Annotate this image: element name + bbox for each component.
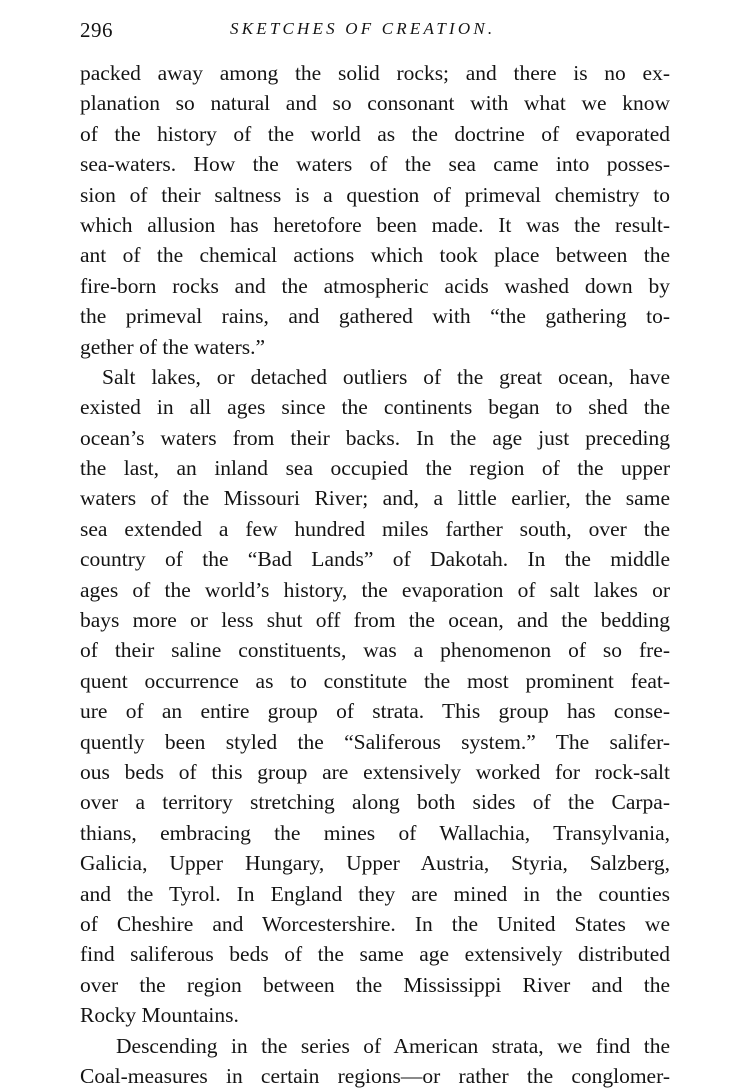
text-line: existed in all ages since the continents began to shed the (80, 392, 670, 422)
text-line: ous beds of this group are extensively worked for rock-salt (80, 757, 670, 787)
text-line: ure of an entire group of strata. This group has conse- (80, 696, 670, 726)
text-line: quent occurrence as to constitute the most prominent feat- (80, 666, 670, 696)
page-number: 296 (80, 18, 113, 43)
text-line: gether of the waters.” (80, 332, 670, 362)
text-line: the last, an inland sea occupied the region of the upper (80, 453, 670, 483)
running-head (80, 14, 670, 44)
text-line: Rocky Mountains. (80, 1000, 670, 1030)
text-line: sea extended a few hundred miles farther south, over the (80, 514, 670, 544)
text-line: Galicia, Upper Hungary, Upper Austria, Styria, Salzberg, (80, 848, 670, 878)
text-line: the primeval rains, and gathered with “the gathering to- (80, 301, 670, 331)
text-line: find saliferous beds of the same age extensively distributed (80, 939, 670, 969)
text-line: of the history of the world as the doctrine of evaporated (80, 119, 670, 149)
body-text (80, 58, 670, 1091)
text-line: of Cheshire and Worcestershire. In the United States we (80, 909, 670, 939)
paragraph-3 (80, 1031, 670, 1091)
running-title: SKETCHES OF CREATION. (230, 19, 495, 39)
text-line: packed away among the solid rocks; and there is no ex- (80, 58, 670, 88)
text-line: Coal-measures in certain regions—or rather the conglomer- (80, 1061, 670, 1091)
text-line: thians, embracing the mines of Wallachia, Transylvania, (80, 818, 670, 848)
paragraph-1 (80, 58, 670, 362)
text-line: fire-born rocks and the atmospheric acids washed down by (80, 271, 670, 301)
text-line: which allusion has heretofore been made. It was the result- (80, 210, 670, 240)
text-line: bays more or less shut off from the ocean, and the bedding (80, 605, 670, 635)
text-line: sion of their saltness is a question of primeval chemistry to (80, 180, 670, 210)
text-line: and the Tyrol. In England they are mined in the counties (80, 879, 670, 909)
text-line: over the region between the Mississippi River and the (80, 970, 670, 1000)
text-line: of their saline constituents, was a phenomenon of so fre- (80, 635, 670, 665)
text-line: ant of the chemical actions which took place between the (80, 240, 670, 270)
text-line: ages of the world’s history, the evaporation of salt lakes or (80, 575, 670, 605)
text-line: over a territory stretching along both sides of the Carpa- (80, 787, 670, 817)
text-line: Salt lakes, or detached outliers of the great ocean, have (80, 362, 670, 392)
text-line: ocean’s waters from their backs. In the age just preceding (80, 423, 670, 453)
text-line: Descending in the series of American strata, we find the (80, 1031, 670, 1061)
text-line: waters of the Missouri River; and, a little earlier, the same (80, 483, 670, 513)
text-line: quently been styled the “Saliferous system.” The salifer- (80, 727, 670, 757)
text-line: country of the “Bad Lands” of Dakotah. In the middle (80, 544, 670, 574)
text-line: planation so natural and so consonant with what we know (80, 88, 670, 118)
paragraph-2 (80, 362, 670, 1031)
text-line: sea-waters. How the waters of the sea came into posses- (80, 149, 670, 179)
